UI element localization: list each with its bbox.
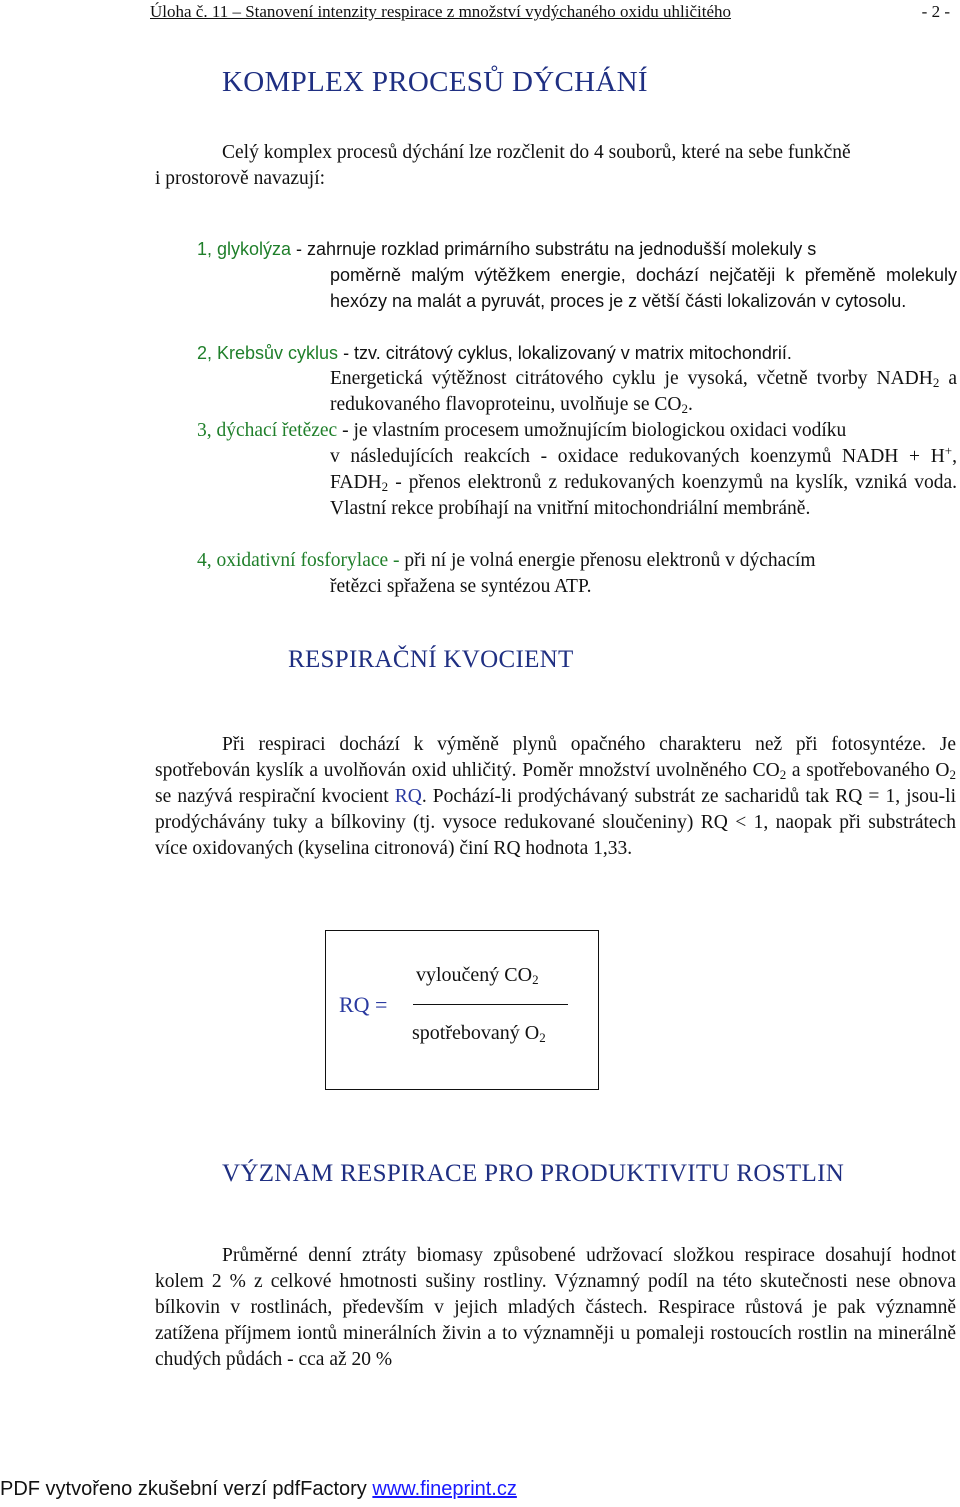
item-label: 3, dýchací řetězec <box>197 420 338 441</box>
page-number: - 2 - <box>921 2 950 21</box>
item-label: 1, glykolýza <box>197 239 292 259</box>
fraction-line <box>413 1004 568 1005</box>
item-label: 4, oxidativní fosforylace - <box>197 550 400 571</box>
formula-denominator: spotřebovaný $O_2$ <box>412 1022 546 1045</box>
formula-numerator: vyloučený $CO_2$ <box>416 964 539 987</box>
header-title: Úloha č. 11 – Stanovení intenzity respirace z množství vydýchaného oxidu uhličitého <box>150 2 731 21</box>
fineprint-link[interactable]: www.fineprint.cz <box>372 1478 517 1500</box>
page-header <box>150 2 950 24</box>
section-title-vyznam-respirace: VÝZNAM RESPIRACE PRO PRODUKTIVITU ROSTLIN <box>222 1160 845 1187</box>
rq-term: RQ <box>394 786 422 807</box>
list-item-glykolyza: 1, glykolýza - zahrnuje rozklad primárního substrátu na jednodušší molekuly s poměrně malým výtěžkem energie, dochází nejčatěji k přeměně molekuly hexózy na malát a pyruvát, proces je z větší části lokalizován v cytosolu. <box>197 239 957 311</box>
pdf-footer: PDF vytvořeno zkušební verzí pdfFactory www.fineprint.cz <box>0 1478 517 1500</box>
section-title-komplex: KOMPLEX PROCESŮ DÝCHÁNÍ <box>222 66 648 98</box>
formula-lhs: RQ = <box>339 992 388 1017</box>
list-item-oxidativni-fosforylace: 4, oxidativní fosforylace - při ní je volná energie přenosu elektronů v dýchacím řetězci spřažena se syntézou ATP. <box>197 550 816 597</box>
paragraph-respiracni-kvocient: Při respiraci dochází k výměně plynů opačného charakteru než při fotosyntéze. Je spotřebován kyslík a uvolňován oxid uhličitý. Poměr množství uvolněného $CO_2$ a spotřebovaného $O_2$ se nazývá respirační kvocient RQ. Pochází-li prodýchávaný substrát ze sacharidů tak RQ = 1, jsou-li prodýchávány tuky a bílkoviny (tj. vysoce redukované sloučeniny) RQ < 1, naopak při substrátech více oxidovaných (kyselina citronová) činí RQ hodnota 1,33. <box>155 734 956 859</box>
list-item-dychaci-retezec: 3, dýchací řetězec - je vlastním procesem umožnujícím biologickou oxidaci vodíku v následujících reakcích - oxidace redukovaných koenzymů NADH + H+, $FADH_2$ - přenos elektronů z redukovaných koenzymů na kyslík, vzniká voda. Vlastní rekce probíhají na vnitřní mitochondriální membráně. <box>197 420 957 519</box>
intro-line-2: i prostorově navazují: <box>155 168 326 189</box>
list-item-krebsuv-cyklus: 2, Krebsův cyklus - tzv. citrátový cyklus, lokalizovaný v matrix mitochondrií. Energetická výtěžnost citrátového cyklu je vysoká, včetně tvorby $NADH_2$ a redukovaného flavoproteinu, uvolňuje se $CO_2$. <box>197 343 957 416</box>
intro-line-1: Celý komplex procesů dýchání lze rozčlenit do 4 souborů, které na sebe funkčně <box>222 142 851 163</box>
section-title-respiracni-kvocient: RESPIRAČNÍ KVOCIENT <box>288 646 574 673</box>
item-label: 2, Krebsův cyklus <box>197 343 339 363</box>
paragraph-vyznam-respirace: Průměrné denní ztráty biomasy způsobené udržovací složkou respirace dosahují hodnot kolem 2 % z celkové hmotnosti sušiny rostliny. Významný podíl na této skutečnosti nese obnova bílkovin v rostlinách, především v jejich mladých částech. Respirace růstová je pak významně zatížena příjmem iontů minerálních živin a to významněji u pomaleji rostoucích rostlin na minerálně chudých půdách - cca až 20 % <box>155 1245 956 1370</box>
